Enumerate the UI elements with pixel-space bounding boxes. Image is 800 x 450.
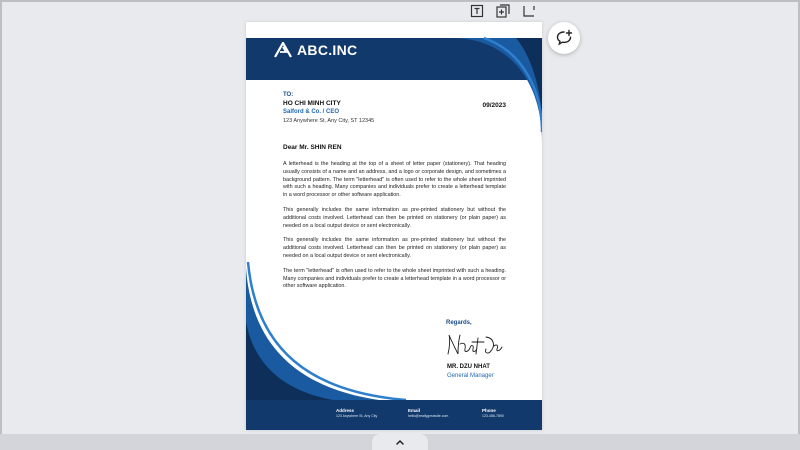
letter-date: 09/2023 (482, 102, 506, 109)
letter-page[interactable] (246, 22, 542, 430)
footer-phone-label: Phone (482, 408, 496, 413)
add-page-icon[interactable] (496, 4, 510, 18)
add-comment-icon (555, 29, 573, 47)
footer-address-label: Address (336, 408, 355, 413)
chevron-up-icon (395, 438, 405, 446)
closing: Regards, (446, 320, 472, 326)
signature (444, 332, 504, 358)
footer-phone (482, 408, 504, 418)
window-border-top (0, 0, 800, 2)
recipient-address: 123 Anywhere St, Any City, ST 12345 (283, 118, 375, 124)
body-paragraph: This generally includes the same information as pre-printed stationery but without the additional costs involved. Letterhead can then be printed on stationery (or plain paper) as needed on a local output device or sent electronically. (283, 237, 506, 259)
to-label: TO: (283, 92, 294, 98)
footer-email-value: hello@reallygreatsite.com (408, 414, 449, 418)
text-box-icon[interactable] (470, 4, 484, 18)
signer-title: General Manager (447, 373, 494, 379)
company-logo (274, 42, 357, 58)
footer-address-value: 123 Anywhere St, Any City (336, 414, 378, 418)
body-paragraph: A letterhead is the heading at the top of a sheet of letter paper (stationery). That heading usually consists of a name and an address, and a logo or corporate design, and sometimes a background pattern. The term "letterhead" is often used to refer to the whole sheet imprinted with such a heading. Many companies and individuals prefer to create a letterhead template in a word processor or other software application. (283, 161, 506, 199)
footer-phone-value: 123-456-7890 (482, 414, 504, 418)
body-paragraph: The term "letterhead" is often used to refer to the whole sheet imprinted with such a heading. Many companies and individuals prefer to create a letterhead template in a word processor or other software application. (283, 267, 506, 290)
salutation: Dear Mr. SHIN REN (283, 144, 342, 151)
collapse-toggle-button[interactable] (372, 434, 428, 450)
signer-name: MR. DZU NHAT (447, 364, 490, 370)
recipient-block (283, 92, 374, 124)
footer-email (408, 408, 448, 418)
add-comment-button[interactable] (548, 22, 580, 54)
logo-mark-icon (274, 42, 292, 58)
footer-address (336, 408, 377, 418)
expand-icon[interactable] (522, 4, 536, 18)
recipient-name: HO CHI MINH CITY (283, 100, 341, 107)
body-paragraph: This generally includes the same information as pre-printed stationery but without the additional costs involved. Letterhead can then be printed on stationery (or plain paper) as needed on a local output device or sent electronically. (283, 206, 506, 229)
window-border-left (0, 0, 2, 450)
company-name: ABC.INC (297, 42, 358, 58)
letter-footer (246, 398, 542, 430)
page-toolbar (470, 4, 536, 18)
footer-email-label: Email (408, 408, 421, 413)
recipient-company: Salford & Co. / CEO (283, 109, 340, 115)
letter-body (283, 161, 506, 298)
